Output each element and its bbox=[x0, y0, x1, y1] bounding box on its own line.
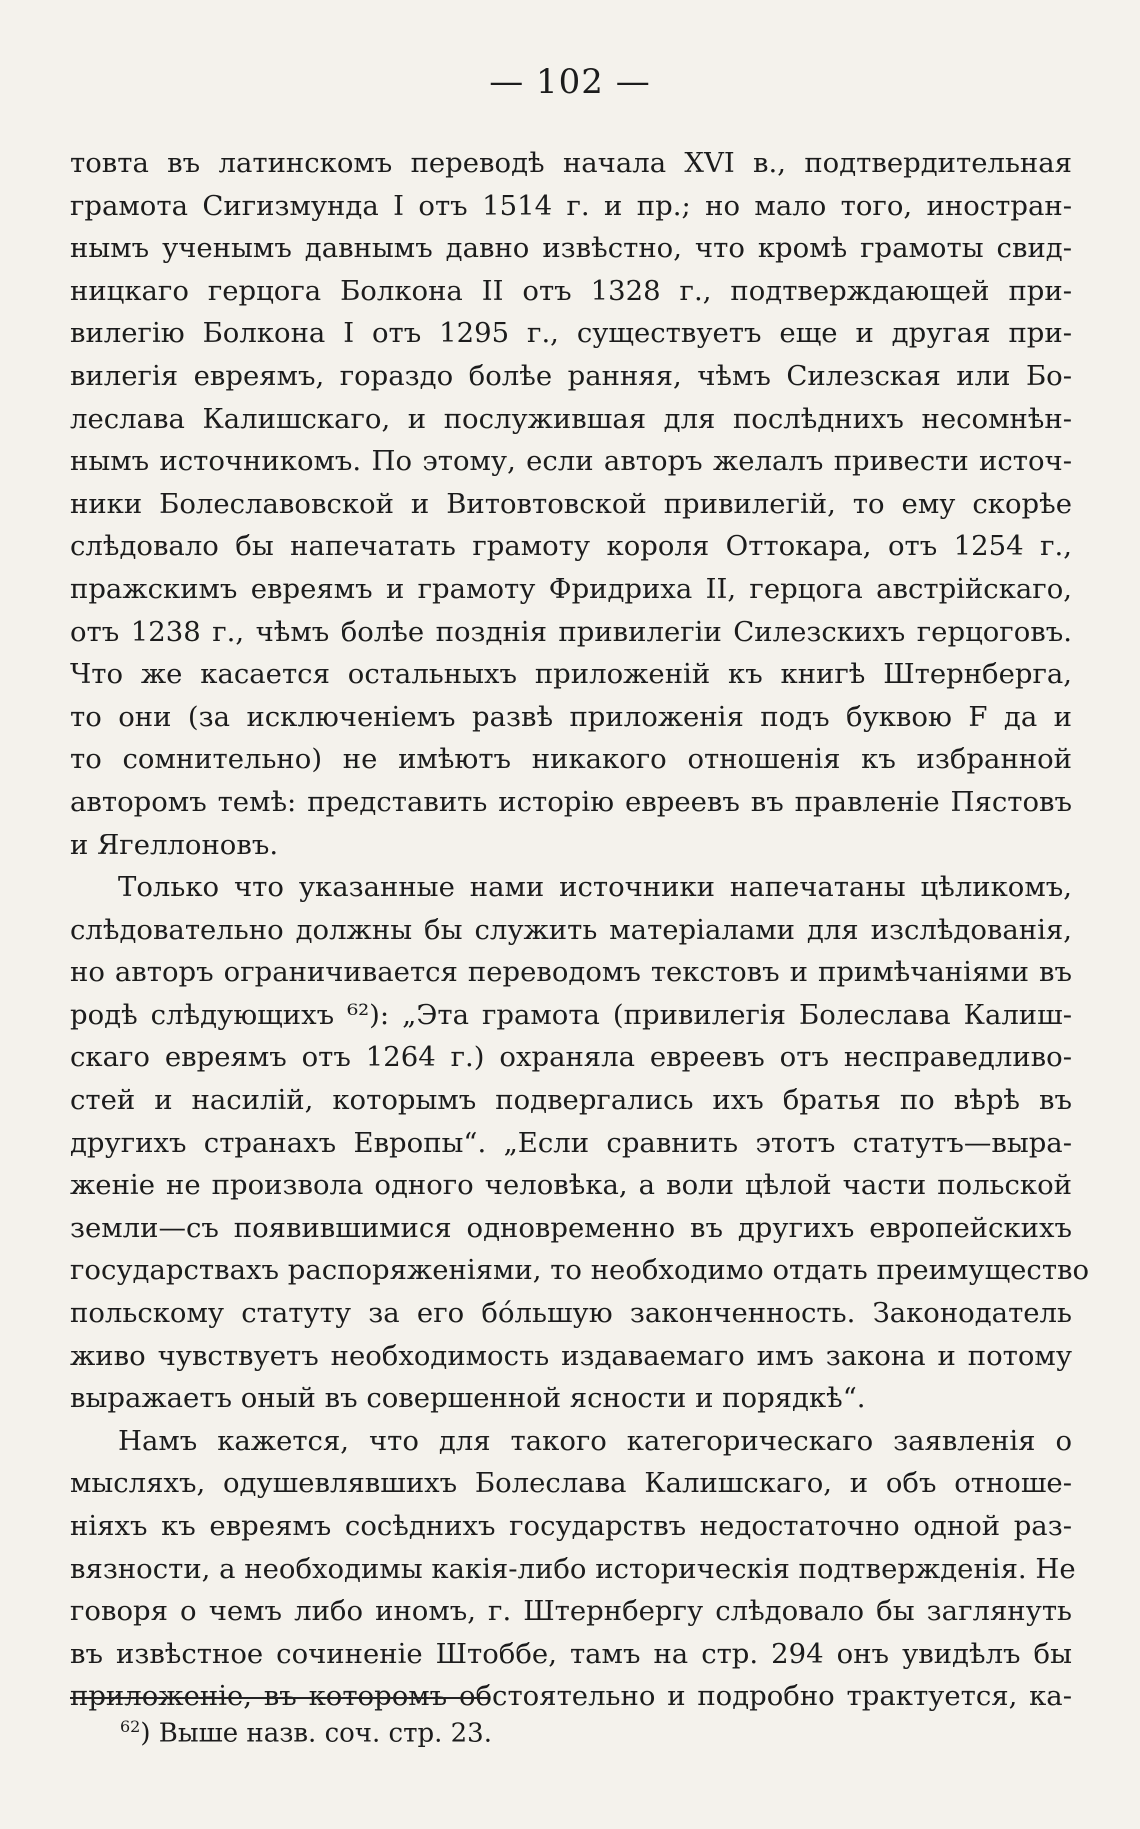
text-line: то они (за исключеніемъ развѣ приложенія подъ буквою F да и bbox=[70, 700, 1072, 733]
text-line: живо чувствуетъ необходимость издаваемаго имъ закона и потому bbox=[70, 1339, 1072, 1372]
text-line: вязности, а необходимы какія-либо историческія подтвержденія. Не bbox=[70, 1552, 1076, 1585]
text-line: ники Болеславовской и Витовтовской привилегій, то ему скорѣе bbox=[70, 487, 1072, 520]
body-text bbox=[70, 142, 1090, 1718]
paragraph bbox=[70, 1420, 1076, 1718]
paragraph bbox=[70, 142, 1072, 866]
text-line: нымъ источникомъ. По этому, если авторъ желалъ привести источ- bbox=[70, 445, 1072, 478]
text-line: ніяхъ къ евреямъ сосѣднихъ государствъ недостаточно одной раз- bbox=[70, 1510, 1072, 1542]
text-line: женіе не произвола одного человѣка, а воли цѣлой части польской bbox=[70, 1169, 1072, 1202]
text-line: другихъ странахъ Европы“. „Если сравнить этотъ статутъ—выра- bbox=[70, 1126, 1072, 1159]
text-line: говоря о чемъ либо иномъ, г. Штернбергу слѣдовало бы заглянуть bbox=[70, 1595, 1072, 1628]
text-line: скаго евреямъ отъ 1264 г.) охраняла евреевъ отъ несправедливо- bbox=[70, 1041, 1072, 1074]
text-line: земли—съ появившимися одновременно въ другихъ европейскихъ bbox=[70, 1211, 1072, 1244]
text-line: Что же касается остальныхъ приложеній къ книгѣ Штернберга, bbox=[70, 658, 1072, 691]
text-line: ницкаго герцога Болкона II отъ 1328 г., подтверждающей при- bbox=[70, 274, 1072, 307]
text-line: вилегію Болкона I отъ 1295 г., существуетъ еще и другая при- bbox=[70, 317, 1072, 350]
text-line: пражскимъ евреямъ и грамоту Фридриха II, герцога австрійскаго, bbox=[70, 572, 1072, 605]
text-line: родѣ слѣдующихъ ⁶²): „Эта грамота (привилегія Болеслава Калиш- bbox=[70, 998, 1072, 1031]
text-line: но авторъ ограничивается переводомъ текстовъ и примѣчаніями въ bbox=[70, 956, 1072, 989]
text-line: авторомъ темѣ: представить исторію евреевъ въ правленіе Пястовъ bbox=[70, 785, 1072, 818]
text-line: стей и насилій, которымъ подвергались ихъ братья по вѣрѣ въ bbox=[70, 1084, 1072, 1117]
footnote-marker: 62 bbox=[120, 1717, 141, 1736]
text-line: слѣдовательно должны бы служить матеріалами для изслѣдованія, bbox=[70, 913, 1072, 946]
text-line: отъ 1238 г., чѣмъ болѣе позднія привилегіи Силезскихъ герцоговъ. bbox=[70, 615, 1072, 648]
text-line: государствахъ распоряженіями, то необходимо отдать преимущество bbox=[70, 1254, 1090, 1287]
text-line: приложеніе, въ которомъ обстоятельно и подробно трактуется, ка- bbox=[70, 1680, 1072, 1713]
text-line: мысляхъ, одушевлявшихъ Болеслава Калишскаго, и объ отноше- bbox=[70, 1467, 1072, 1500]
footnote bbox=[120, 1710, 492, 1751]
paragraph bbox=[70, 866, 1090, 1420]
text-line: и Ягеллоновъ. bbox=[70, 828, 279, 861]
text-line: товта въ латинскомъ переводѣ начала XVI в., подтвердительная bbox=[70, 147, 1072, 179]
text-line: то сомнительно) не имѣютъ никакого отношенія къ избранной bbox=[70, 743, 1072, 776]
text-line: выражаетъ оный въ совершенной ясности и порядкѣ“. bbox=[70, 1382, 866, 1415]
text-line: слѣдовало бы напечатать грамоту короля Оттокара, отъ 1254 г., bbox=[70, 530, 1072, 563]
text-line: въ извѣстное сочиненіе Штоббе, тамъ на стр. 294 онъ увидѣлъ бы bbox=[70, 1637, 1072, 1670]
footnote-text: ) Выше назв. соч. стр. 23. bbox=[140, 1718, 492, 1749]
text-line: польскому статуту за его бóльшую законченность. Законодатель bbox=[70, 1297, 1072, 1330]
text-line: Намъ кажется, что для такого категорическаго заявленія о bbox=[118, 1424, 1072, 1457]
text-line: грамота Сигизмунда I отъ 1514 г. и пр.; но мало того, иностран- bbox=[70, 189, 1072, 222]
footnote-divider bbox=[70, 1697, 490, 1699]
text-line: леслава Калишскаго, и послужившая для послѣднихъ несомнѣн- bbox=[70, 402, 1072, 435]
text-line: вилегія евреямъ, гораздо болѣе ранняя, чѣмъ Силезская или Бо- bbox=[70, 359, 1072, 392]
text-line: Только что указанные нами источники напечатаны цѣликомъ, bbox=[118, 871, 1072, 904]
text-line: нымъ ученымъ давнымъ давно извѣстно, что кромѣ грамоты свид- bbox=[70, 232, 1072, 265]
page-number: — 102 — bbox=[489, 62, 651, 102]
